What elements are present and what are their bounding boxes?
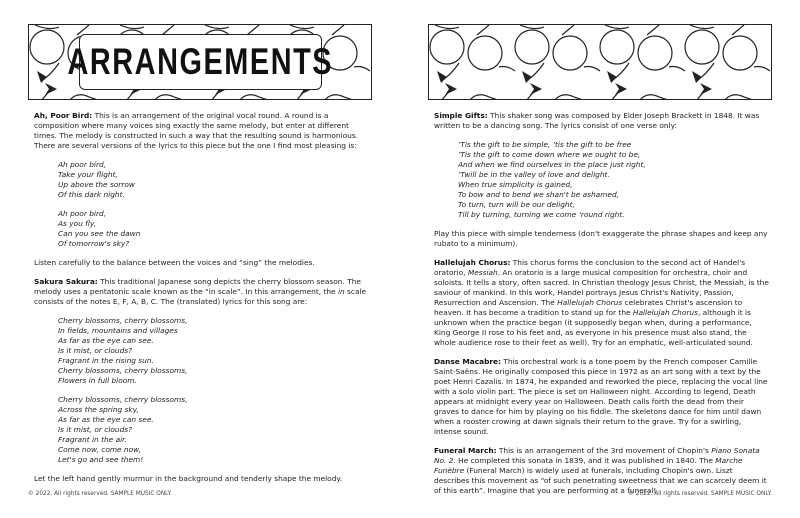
copyright-footer: © 2022. All rights reserved. SAMPLE MUSIC ONLY. [628, 491, 772, 497]
section-text: , although it is unknown when the practice began (it supposedly began when, during a performance, King George II rose to his feet and, as everyone in his presence must also stand, the whole audience rose to their feet as well). Try for an emphatic, well-articulated sound. [434, 308, 753, 347]
lyric-line: Up above the sorrow [58, 180, 135, 189]
lyric-line: Cherry blossoms, cherry blossoms, [58, 395, 188, 404]
lyric-line: As far as the eye can see. [58, 415, 154, 424]
section-heading: Funeral March: [434, 446, 497, 455]
lyric-line: As you fly, [58, 219, 97, 228]
section-danse-macabre [434, 357, 770, 437]
section-text: This shaker song was composed by Elder Joseph Brackett in 1848. It was written to be a dancing song. The lyrics consist of one verse only: [434, 111, 760, 130]
section-text: . He completed this sonata in 1839, and it was published in 1840. The [453, 456, 716, 465]
section-heading: Sakura Sakura: [34, 277, 98, 286]
lyric-line: Ah poor bird, [58, 160, 107, 169]
lyric-line: Can you see the dawn [58, 229, 141, 238]
section-heading: Ah, Poor Bird: [34, 111, 93, 120]
section-text: This chorus forms the conclusion to the second act of Handel's oratorio, [434, 258, 746, 277]
right-page [400, 0, 800, 518]
pattern-circle [553, 36, 587, 70]
pattern-arrowhead [530, 83, 542, 95]
pattern-arrowhead [615, 83, 627, 95]
section-note: Listen carefully to the balance between the voices and “sing” the melodies. [34, 258, 315, 267]
section-funeral-march [434, 446, 770, 496]
lyric-line: Ah poor bird, [58, 209, 107, 218]
pattern-wave [611, 63, 685, 81]
pattern-circle [638, 36, 672, 70]
pattern-circle [30, 30, 64, 64]
lyric-line: ’Tis the gift to come down where we ought to be, [458, 150, 641, 159]
section-sakura-sakura [34, 277, 370, 307]
left-content [34, 111, 370, 493]
page-title: ARRANGEMENTS [67, 41, 334, 82]
section-text: This orchestral work is a tone poem by the French composer Camille Saint-Saëns. He originally composed this piece in 1972 as an art song with a text by the poet Henri Cazalis. In 1874, he expanded and reworked the piece, replacing the vocal line with a solo violin part. The piece is set on Halloween night. According to legend, Death appears at midnight every year on Halloween. Death calls forth the dead from their graves to dance for him by playing on his fiddle. The skeletons dance for him until dawn when a rooster crowing at dawn signals their return to the grave. Try for a swirling, intense sound. [434, 357, 768, 436]
lyric-line: As far as the eye can see. [58, 336, 154, 345]
lyrics-stanza [58, 209, 370, 249]
pattern-arrowhead [37, 71, 47, 83]
lyric-line: Come now, come now, [58, 445, 142, 454]
lyric-line: Is it mist, or clouds? [58, 425, 133, 434]
lyric-line: Of this dark night. [58, 190, 125, 199]
section-text: . An oratorio is a large musical composition for orchestra, choir and soloists. It tells a story, often sacred. In Christian theology Jesus Christ, the Messiah, is the saviour of mankind. In this work, Handel portrays Jesus Christ's Nativity, Passion, Resurrection and Ascension. The [434, 268, 769, 307]
title-banner [28, 24, 372, 100]
lyric-line: Across the spring sky, [58, 405, 139, 414]
lyric-line: Take your flight, [58, 170, 118, 179]
section-hallelujah-chorus [434, 258, 770, 348]
lyric-line: Cherry blossoms, cherry blossoms, [58, 316, 188, 325]
pattern-banner [428, 24, 772, 100]
pattern-arrowhead [700, 83, 712, 95]
section-text-italic: Marche Funèbre [434, 456, 743, 475]
lyric-line: Flowers in full bloom. [58, 376, 137, 385]
section-heading: Simple Gifts: [434, 111, 488, 120]
lyric-line: ’Tis the gift to be simple, ’tis the gift to be free [458, 140, 632, 149]
section-text: This traditional Japanese song depicts the cherry blossom season. The melody uses a pentatonic scale known as the “in scale”. In this arrangement, the [34, 277, 361, 296]
pattern-circle [515, 30, 549, 64]
section-note: Let the left hand gently murmur in the background and tenderly shape the melody. [34, 474, 343, 483]
lyrics-stanza [58, 395, 370, 465]
pattern-arrowhead [522, 71, 532, 83]
section-text-italic: Piano Sonata No. 2 [434, 446, 760, 465]
lyric-line: To turn, turn will be our delight, [458, 200, 575, 209]
pattern-arrowhead [445, 83, 457, 95]
section-text: (Funeral March) is widely used at funerals, including Chopin's own. Liszt describes this movement as “of such penetrating sweetness that we can scarcely deem it of this earth”. Imagine that you are performing at a funeral! [434, 466, 767, 495]
pattern-circle [685, 30, 719, 64]
lyric-line: Till by turning, turning we come ’round right. [458, 210, 625, 219]
section-text: scale consists of the notes E, F, A, B, C. The (translated) lyrics for this song are: [34, 287, 367, 306]
lyrics-stanza [458, 140, 770, 220]
pattern-wave [526, 63, 600, 81]
section-simple-gifts [434, 111, 770, 131]
section-text-italic: in [337, 287, 345, 296]
section-text-italic: Hallelujah Chorus [632, 308, 698, 317]
lyric-line: Fragrant in the rising sun. [58, 356, 154, 365]
pattern-circle [468, 36, 502, 70]
lyric-line: Fragrant in the air. [58, 435, 127, 444]
section-text-italic: Messiah [467, 268, 498, 277]
section-text: This is an arrangement of the original vocal round. A round is a composition where many voices sing exactly the same melody, but enter at different times. The melody is constructed in such a way that the resulting sound is harmonious. There are several versions of the lyrics to this piece but the one I find most pleasing is: [34, 111, 359, 150]
lyric-line: And when we find ourselves in the place just right, [458, 160, 646, 169]
pattern-arrowhead [607, 71, 617, 83]
title-box [67, 34, 334, 90]
pattern-wave [696, 63, 770, 81]
section-heading: Danse Macabre: [434, 357, 501, 366]
lyric-line: Cherry blossoms, cherry blossoms, [58, 366, 188, 375]
section-text: This is an arrangement of the 3rd movement of Chopin's [496, 446, 712, 455]
copyright-footer: © 2022. All rights reserved. SAMPLE MUSIC ONLY. [28, 491, 172, 497]
lyric-line: Let's go and see them! [58, 455, 144, 464]
section-ah-poor-bird [34, 111, 370, 151]
circle-pattern-decoration [429, 25, 772, 100]
section-heading: Hallelujah Chorus: [434, 258, 511, 267]
lyric-line: To bow and to bend we shan't be ashamed, [458, 190, 619, 199]
pattern-wave [441, 63, 515, 81]
lyrics-stanza [58, 316, 370, 386]
pattern-circle [723, 36, 757, 70]
pattern-arrowhead [692, 71, 702, 83]
lyric-line: Is it mist, or clouds? [58, 346, 133, 355]
lyric-line: ’Twill be in the valley of love and delight. [458, 170, 610, 179]
pattern-circle [600, 30, 634, 64]
pattern-circle [430, 30, 464, 64]
pattern-arrowhead [45, 83, 57, 95]
lyric-line: In fields, mountains and villages [58, 326, 178, 335]
right-content [434, 111, 770, 505]
lyric-line: When true simplicity is gained, [458, 180, 573, 189]
lyrics-stanza [58, 160, 370, 200]
pattern-arrowhead [437, 71, 447, 83]
section-text: celebrates Christ's ascension to heaven. It has become a tradition to stand up for the [434, 298, 743, 317]
lyric-line: Of tomorrow's sky? [58, 239, 130, 248]
section-text-italic: Hallelujah Chorus [557, 298, 623, 307]
section-note: Play this piece with simple tenderness (don't exaggerate the phrase shapes and keep any rubato to a minimum). [434, 229, 768, 248]
